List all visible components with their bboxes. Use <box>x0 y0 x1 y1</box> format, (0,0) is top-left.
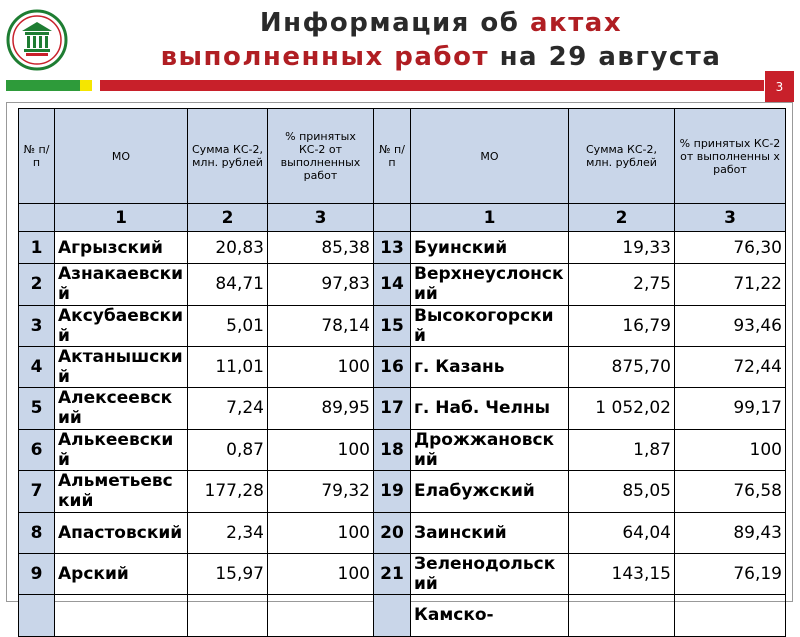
header-pct: % принятых КС-2 от выполненных работ <box>268 109 374 204</box>
table-cell-name2: Дрожжановский <box>411 429 569 471</box>
table-cell-pct2: 99,17 <box>675 388 786 430</box>
table-cell-name1: Азнакаевский <box>55 264 188 306</box>
table-cell-n2 <box>374 595 411 637</box>
header-sum-2: Сумма КС-2, млн. рублей <box>569 109 675 204</box>
header-num-2: № п/п <box>374 109 411 204</box>
table-cell-pct2 <box>675 595 786 637</box>
table-cell-sum1: 15,97 <box>188 554 268 595</box>
column-number-blank <box>19 204 55 232</box>
table-cell-sum1: 5,01 <box>188 305 268 347</box>
table-header-row <box>19 109 786 204</box>
table-cell-sum1: 7,24 <box>188 388 268 430</box>
table-cell-name1: Апастовский <box>55 512 188 554</box>
table-row <box>19 595 786 637</box>
header-sum: Сумма КС-2, млн. рублей <box>188 109 268 204</box>
table-cell-pct2: 76,58 <box>675 471 786 513</box>
table-cell-n1: 4 <box>19 347 55 388</box>
header-pct-2: % принятых КС-2 от выполненны х работ <box>675 109 786 204</box>
table-cell-n2: 13 <box>374 232 411 264</box>
column-number-blank <box>374 204 411 232</box>
column-number: 1 <box>411 204 569 232</box>
header-mo-2: МО <box>411 109 569 204</box>
table-cell-pct2: 93,46 <box>675 305 786 347</box>
table-cell-n2: 14 <box>374 264 411 306</box>
table-cell-pct2: 76,19 <box>675 554 786 595</box>
stripe-gap <box>92 80 100 91</box>
table-cell-name2: г. Казань <box>411 347 569 388</box>
table-cell-name2: Зеленодольский <box>411 554 569 595</box>
table-cell-sum2: 19,33 <box>569 232 675 264</box>
table-cell-n1: 3 <box>19 305 55 347</box>
table-cell-sum2: 875,70 <box>569 347 675 388</box>
table-cell-sum1: 84,71 <box>188 264 268 306</box>
table-cell-pct1: 85,38 <box>268 232 374 264</box>
column-number: 3 <box>675 204 786 232</box>
color-stripe <box>6 80 793 91</box>
column-number: 2 <box>569 204 675 232</box>
table-cell-sum2: 143,15 <box>569 554 675 595</box>
table-cell-n1: 8 <box>19 512 55 554</box>
title-accent-2: выполненных работ <box>160 42 490 72</box>
table-cell-pct2: 76,30 <box>675 232 786 264</box>
table-cell-n2: 17 <box>374 388 411 430</box>
page-number-badge: 3 <box>764 70 795 103</box>
table-cell-sum2: 1 052,02 <box>569 388 675 430</box>
table-cell-name2: Заинский <box>411 512 569 554</box>
table-cell-pct1: 89,95 <box>268 388 374 430</box>
column-number: 1 <box>55 204 188 232</box>
stripe-green <box>6 80 80 91</box>
title-text-2: на 29 августа <box>489 42 722 72</box>
table-cell-n2: 15 <box>374 305 411 347</box>
header-mo: МО <box>55 109 188 204</box>
table-cell-sum1: 2,34 <box>188 512 268 554</box>
title-accent-1: актах <box>530 8 623 38</box>
table-cell-pct1 <box>268 595 374 637</box>
page-title <box>96 6 786 74</box>
table-cell-name1: Аксубаевский <box>55 305 188 347</box>
table-cell-sum1: 177,28 <box>188 471 268 513</box>
header-num: № п/п <box>19 109 55 204</box>
table-cell-pct2: 89,43 <box>675 512 786 554</box>
table-cell-sum1: 11,01 <box>188 347 268 388</box>
table-cell-n2: 20 <box>374 512 411 554</box>
table-cell-name2: г. Наб. Челны <box>411 388 569 430</box>
table-cell-sum2: 85,05 <box>569 471 675 513</box>
data-table <box>18 108 786 637</box>
table-cell-pct1: 78,14 <box>268 305 374 347</box>
table-cell-n1 <box>19 595 55 637</box>
table-row <box>19 388 786 430</box>
table-cell-name2: Елабужский <box>411 471 569 513</box>
table-cell-name1: Алькеевский <box>55 429 188 471</box>
table-cell-pct1: 100 <box>268 429 374 471</box>
table-row <box>19 429 786 471</box>
table-cell-n2: 19 <box>374 471 411 513</box>
table-row <box>19 347 786 388</box>
table-cell-name2: Буинский <box>411 232 569 264</box>
table-cell-sum1 <box>188 595 268 637</box>
title-text-1: Информация об <box>259 8 531 38</box>
table-cell-pct2: 72,44 <box>675 347 786 388</box>
table-row <box>19 512 786 554</box>
table-cell-pct1: 100 <box>268 554 374 595</box>
table-row <box>19 471 786 513</box>
table-cell-n1: 2 <box>19 264 55 306</box>
table-cell-name2: Камско- <box>411 595 569 637</box>
column-number-row <box>19 204 786 232</box>
table-cell-n2: 18 <box>374 429 411 471</box>
table-cell-sum1: 0,87 <box>188 429 268 471</box>
table-cell-name1 <box>55 595 188 637</box>
university-emblem-icon <box>6 4 68 78</box>
table-cell-name1: Актанышский <box>55 347 188 388</box>
table-cell-pct1: 100 <box>268 512 374 554</box>
table-cell-name2: Высокогорский <box>411 305 569 347</box>
table-cell-n1: 9 <box>19 554 55 595</box>
table-cell-n1: 7 <box>19 471 55 513</box>
column-number: 3 <box>268 204 374 232</box>
table-cell-sum1: 20,83 <box>188 232 268 264</box>
table-cell-sum2 <box>569 595 675 637</box>
table-cell-sum2: 16,79 <box>569 305 675 347</box>
table-cell-pct2: 71,22 <box>675 264 786 306</box>
stripe-yellow <box>80 80 92 91</box>
table-cell-name1: Агрызский <box>55 232 188 264</box>
table-cell-n1: 6 <box>19 429 55 471</box>
table-cell-name2: Верхнеуслонский <box>411 264 569 306</box>
table-cell-name1: Арский <box>55 554 188 595</box>
table-cell-n2: 21 <box>374 554 411 595</box>
column-number: 2 <box>188 204 268 232</box>
table-cell-pct1: 100 <box>268 347 374 388</box>
table-row <box>19 232 786 264</box>
table-cell-name1: Альметьевский <box>55 471 188 513</box>
table-cell-n1: 1 <box>19 232 55 264</box>
table-cell-sum2: 2,75 <box>569 264 675 306</box>
table-row <box>19 264 786 306</box>
table-cell-pct1: 97,83 <box>268 264 374 306</box>
stripe-red <box>100 80 793 91</box>
table-row <box>19 305 786 347</box>
table-cell-sum2: 1,87 <box>569 429 675 471</box>
table-row <box>19 554 786 595</box>
table-cell-n2: 16 <box>374 347 411 388</box>
table-cell-pct2: 100 <box>675 429 786 471</box>
table-cell-pct1: 79,32 <box>268 471 374 513</box>
table-cell-name1: Алексеевский <box>55 388 188 430</box>
table-cell-n1: 5 <box>19 388 55 430</box>
table-cell-sum2: 64,04 <box>569 512 675 554</box>
